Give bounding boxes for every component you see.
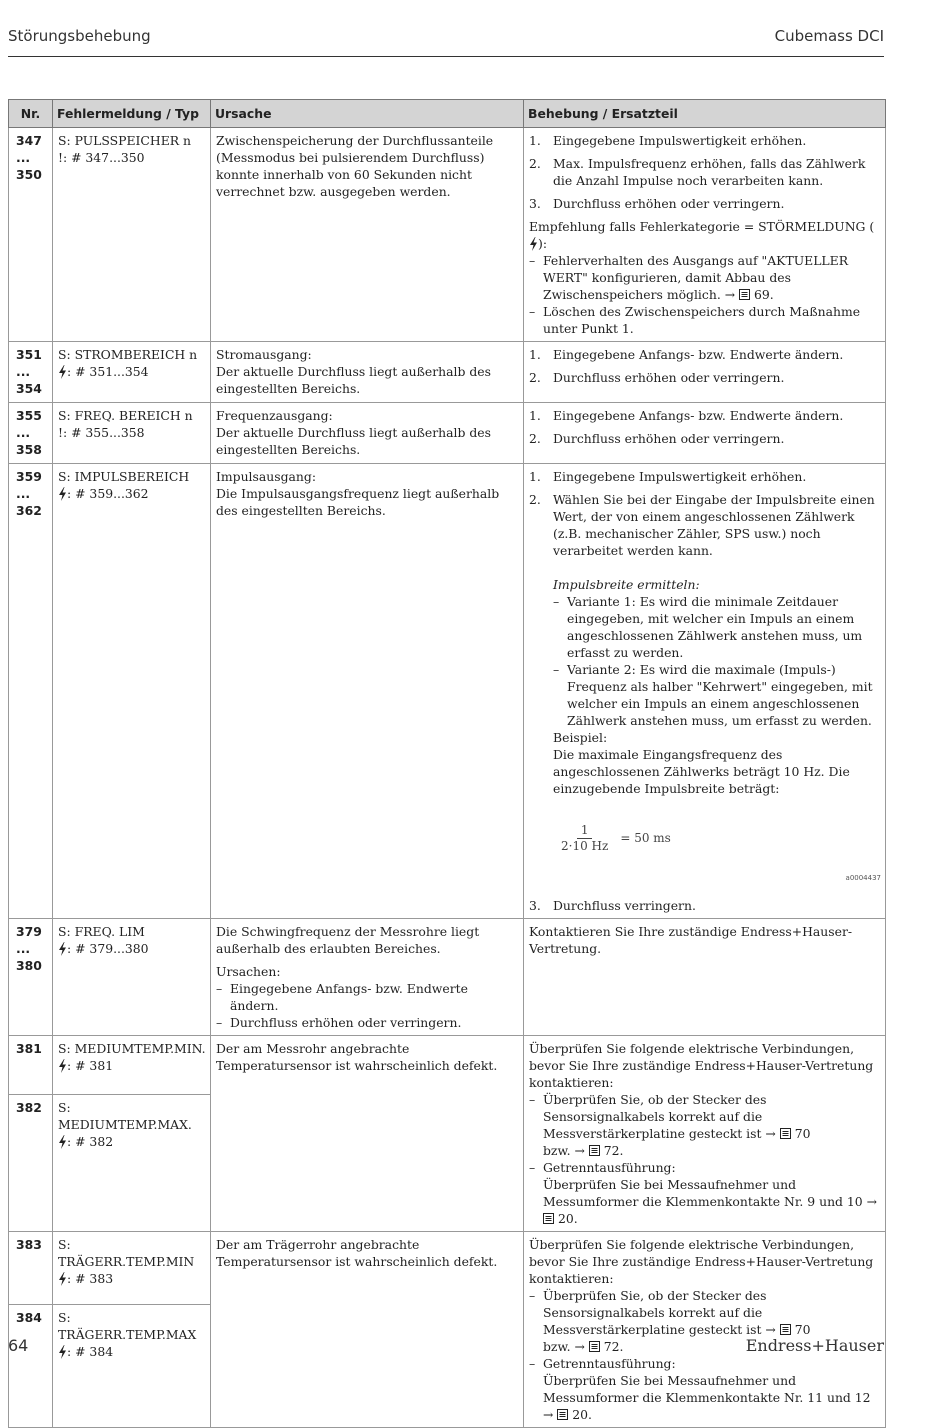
cause-title: Impulsausgang: — [216, 469, 317, 484]
error-message — [53, 1232, 211, 1305]
list-marker: 2. — [529, 370, 541, 385]
remedy-text: Löschen des Zwischenspeichers durch Maßnahme unter Punkt 1. — [543, 304, 861, 336]
error-table — [8, 99, 886, 1428]
step-text: Durchfluss erhöhen oder verringern. — [553, 196, 785, 211]
list-item — [529, 897, 881, 914]
dash-marker: – — [529, 304, 536, 319]
nr-dots: ... — [16, 150, 31, 165]
table-row — [9, 1232, 886, 1305]
nr-dots: ... — [16, 486, 31, 501]
list-item — [216, 1014, 519, 1031]
remedy-text: Überprüfen Sie, ob der Stecker des Sensorsignalkabels korrekt auf die Messverstärkerplatine gesteckt ist → — [543, 1288, 780, 1337]
header-rule — [8, 56, 884, 57]
list-item — [529, 430, 881, 447]
message-code-line — [58, 485, 206, 502]
fraction-denominator: 2·10 Hz — [561, 839, 609, 853]
lightning-bolt-icon — [58, 942, 67, 956]
message-text: S: TRÄGERR.TEMP.MIN — [58, 1237, 195, 1269]
list-item — [529, 195, 881, 212]
book-page-icon — [589, 1341, 600, 1352]
image-id: a0004437 — [845, 874, 881, 882]
nr-from: 379 — [16, 924, 42, 939]
product-name: Cubemass DCI — [774, 27, 884, 45]
error-cause — [211, 919, 524, 1036]
page-reference[interactable]: 69. — [753, 287, 774, 302]
message-text: S: STROMBEREICH n — [58, 347, 198, 362]
list-marker: 2. — [529, 431, 541, 446]
remedy-text: bzw. → — [543, 1143, 589, 1158]
list-item — [529, 132, 881, 149]
list-marker: 2. — [529, 156, 541, 171]
error-cause: Der am Trägerrohr angebrachte Temperatursensor ist wahrscheinlich defekt. — [211, 1232, 524, 1428]
step-text: Eingegebene Impulswertigkeit erhöhen. — [553, 133, 807, 148]
error-message — [53, 919, 211, 1036]
lightning-bolt-icon — [58, 487, 67, 501]
step-text: Eingegebene Anfangs- bzw. Endwerte ändern. — [553, 408, 844, 423]
list-item — [529, 346, 881, 363]
section-title: Störungsbehebung — [8, 27, 151, 45]
message-code-line — [58, 1133, 206, 1150]
error-remedy — [524, 403, 886, 464]
error-number: 383 — [9, 1232, 53, 1305]
error-remedy — [524, 464, 886, 919]
lightning-bolt-icon — [58, 365, 67, 379]
message-text: S: IMPULSBEREICH — [58, 469, 190, 484]
message-code: !: # 347...350 — [58, 150, 145, 165]
page-reference[interactable]: 20. — [557, 1211, 578, 1226]
list-marker: 3. — [529, 898, 541, 913]
lightning-bolt-icon — [58, 1272, 67, 1286]
list-item — [529, 407, 881, 424]
table-row — [9, 919, 886, 1036]
table-row — [9, 342, 886, 403]
message-code-line — [58, 1343, 206, 1360]
list-item — [529, 1159, 881, 1227]
dash-marker: – — [553, 662, 560, 677]
error-message — [53, 1036, 211, 1095]
col-header-remedy: Behebung / Ersatzteil — [524, 100, 886, 128]
dash-marker: – — [529, 1288, 536, 1303]
error-message — [53, 403, 211, 464]
example-title: Beispiel: — [553, 730, 608, 745]
message-code: : # 384 — [67, 1343, 114, 1359]
error-number — [9, 342, 53, 403]
recommendation — [529, 218, 881, 252]
list-item — [529, 1355, 881, 1423]
remedy-text: Überprüfen Sie bei Messaufnehmer und Messumformer die Klemmenkontakte Nr. 11 und 12 → — [543, 1373, 871, 1422]
message-code: : # 359...362 — [67, 486, 149, 501]
error-remedy — [524, 1232, 886, 1428]
message-code-line — [58, 940, 206, 957]
error-number — [9, 128, 53, 342]
remedy-text: Überprüfen Sie folgende elektrische Verbindungen, bevor Sie Ihre zuständige Endress+Hauser-Vertretung kontaktieren: — [529, 1041, 874, 1090]
message-code: : # 351...354 — [67, 364, 149, 379]
table-row — [9, 128, 886, 342]
error-cause: Der am Messrohr angebrachte Temperatursensor ist wahrscheinlich defekt. — [211, 1036, 524, 1232]
message-code-line — [58, 1270, 206, 1287]
col-header-cause: Ursache — [211, 100, 524, 128]
col-header-message: Fehlermeldung / Typ — [53, 100, 211, 128]
error-message — [53, 1095, 211, 1232]
list-marker: 1. — [529, 469, 541, 484]
table-row — [9, 1036, 886, 1095]
list-item — [529, 369, 881, 386]
dash-marker: – — [529, 253, 536, 268]
page-reference[interactable]: 72. — [603, 1143, 624, 1158]
message-text: S: FREQ. LIM — [58, 924, 145, 939]
message-text: S: TRÄGERR.TEMP.MAX — [58, 1309, 197, 1342]
remedy-subtitle: Getrenntausführung: — [543, 1356, 676, 1371]
cause-title: Stromausgang: — [216, 347, 312, 362]
formula-result: = 50 ms — [620, 831, 671, 845]
remedy-text: Fehlerverhalten des Ausgangs auf "AKTUELLER WERT" konfigurieren, damit Abbau des Zwischenspeichers möglich. → — [543, 253, 849, 302]
remedy-text: bzw. → — [543, 1339, 589, 1354]
error-remedy — [524, 1036, 886, 1232]
error-number — [9, 919, 53, 1036]
recommendation-text: Empfehlung falls Fehlerkategorie = STÖRMELDUNG ( — [529, 219, 875, 234]
list-item — [529, 252, 881, 303]
table-header-row — [9, 100, 886, 128]
list-marker: 3. — [529, 196, 541, 211]
table-row — [9, 403, 886, 464]
brand-name: Endress+Hauser — [745, 1336, 884, 1355]
list-marker: 2. — [529, 492, 541, 507]
step-text: Durchfluss erhöhen oder verringern. — [553, 431, 785, 446]
message-code: : # 381 — [67, 1058, 114, 1073]
error-remedy — [524, 342, 886, 403]
nr-to: 354 — [16, 381, 42, 396]
error-number: 382 — [9, 1095, 53, 1232]
book-page-icon — [543, 1213, 554, 1224]
message-code: : # 379...380 — [67, 941, 149, 956]
step-text: Max. Impulsfrequenz erhöhen, falls das Zählwerk die Anzahl Impulse noch verarbeiten kann. — [553, 156, 866, 188]
page-reference[interactable]: 20. — [572, 1407, 592, 1422]
list-item — [529, 468, 881, 485]
message-text: S: MEDIUMTEMP.MAX. — [58, 1100, 192, 1133]
book-page-icon — [557, 1409, 568, 1420]
italic-subtitle: Impulsbreite ermitteln: — [553, 577, 700, 592]
message-text: S: FREQ. BEREICH n — [58, 408, 193, 423]
message-code: : # 383 — [67, 1271, 114, 1286]
message-text: S: PULSSPEICHER n — [58, 133, 192, 148]
page-reference[interactable]: 72. — [603, 1339, 624, 1354]
fraction — [557, 823, 612, 854]
lightning-bolt-icon — [58, 1135, 67, 1149]
page-reference[interactable]: 70 — [794, 1322, 811, 1337]
error-cause: Zwischenspeicherung der Durchflussanteile (Messmodus bei pulsierendem Durchfluss) konnte innerhalb von 60 Sekunden nicht verrechnet bzw. ausgegeben werden. — [211, 128, 524, 342]
list-marker: 1. — [529, 133, 541, 148]
nr-from: 355 — [16, 408, 42, 423]
page-number: 64 — [8, 1336, 29, 1355]
table-row — [9, 464, 886, 919]
nr-dots: ... — [16, 941, 31, 956]
list-item — [216, 980, 519, 1014]
nr-from: 347 — [16, 133, 42, 148]
error-message — [53, 464, 211, 919]
cause-text: Der aktuelle Durchfluss liegt außerhalb des eingestellten Bereichs. — [216, 425, 492, 457]
message-code: !: # 355...358 — [58, 425, 145, 440]
book-page-icon — [589, 1145, 600, 1156]
error-cause — [211, 464, 524, 919]
book-page-icon — [739, 289, 750, 300]
cause-text: Die Schwingfrequenz der Messrohre liegt außerhalb des erlaubten Bereiches. — [216, 924, 480, 956]
message-code-line — [58, 1057, 206, 1074]
message-code: : # 382 — [67, 1134, 114, 1150]
nr-from: 359 — [16, 469, 42, 484]
remedy-text: Überprüfen Sie, ob der Stecker des Sensorsignalkabels korrekt auf die Messverstärkerplatine gesteckt ist → — [543, 1092, 780, 1141]
nr-to: 358 — [16, 442, 42, 457]
list-marker: 1. — [529, 347, 541, 362]
error-cause — [211, 342, 524, 403]
dash-marker: – — [216, 1015, 223, 1030]
lightning-bolt-icon — [529, 237, 538, 251]
cause-text: Der aktuelle Durchfluss liegt außerhalb des eingestellten Bereichs. — [216, 364, 492, 396]
fraction-numerator: 1 — [577, 823, 593, 839]
book-page-icon — [780, 1128, 791, 1139]
message-text: S: MEDIUMTEMP.MIN. — [58, 1041, 206, 1056]
error-number: 381 — [9, 1036, 53, 1095]
book-page-icon — [780, 1324, 791, 1335]
page-reference[interactable]: 70 — [794, 1126, 811, 1141]
nr-to: 380 — [16, 958, 42, 973]
variant-text: Variante 2: Es wird die maximale (Impuls-) Frequenz als halber "Kehrwert" eingegeben, mit welcher ein Impuls an einem angeschlossenen Zählwerk anstehen muss, um erfasst zu werden. — [567, 662, 873, 728]
dash-marker: – — [216, 981, 223, 996]
step-text: Eingegebene Anfangs- bzw. Endwerte ändern. — [553, 347, 844, 362]
list-item — [529, 155, 881, 189]
error-remedy: Kontaktieren Sie Ihre zuständige Endress+Hauser-Vertretung. — [524, 919, 886, 1036]
remedy-text: Überprüfen Sie folgende elektrische Verbindungen, bevor Sie Ihre zuständige Endress+Hauser-Vertretung kontaktieren: — [529, 1237, 874, 1286]
error-number — [9, 403, 53, 464]
cause-title: Frequenzausgang: — [216, 408, 333, 423]
error-number — [9, 464, 53, 919]
nr-from: 351 — [16, 347, 42, 362]
causes-title: Ursachen: — [216, 964, 281, 979]
col-header-nr: Nr. — [9, 100, 53, 128]
nr-dots: ... — [16, 425, 31, 440]
message-code-line — [58, 363, 206, 380]
example-text: Die maximale Eingangsfrequenz des angeschlossenen Zählwerks beträgt 10 Hz. Die einzugebende Impulsbreite beträgt: — [553, 747, 850, 796]
formula — [557, 823, 881, 854]
step-text: Durchfluss erhöhen oder verringern. — [553, 370, 785, 385]
step-text: Eingegebene Impulswertigkeit erhöhen. — [553, 469, 807, 484]
error-cause — [211, 403, 524, 464]
dash-marker: – — [529, 1160, 536, 1175]
error-message — [53, 342, 211, 403]
nr-dots: ... — [16, 364, 31, 379]
cause-item: Eingegebene Anfangs- bzw. Endwerte ändern. — [230, 981, 468, 1013]
lightning-bolt-icon — [58, 1059, 67, 1073]
error-message — [53, 128, 211, 342]
remedy-subtitle: Getrenntausführung: — [543, 1160, 676, 1175]
remedy-text: Überprüfen Sie bei Messaufnehmer und Messumformer die Klemmenkontakte Nr. 9 und 10 → — [543, 1177, 878, 1209]
list-marker: 1. — [529, 408, 541, 423]
cause-text: Die Impulsausgangsfrequenz liegt außerhalb des eingestellten Bereichs. — [216, 486, 500, 518]
dash-marker: – — [529, 1356, 536, 1371]
dash-marker: – — [553, 594, 560, 609]
variant-text: Variante 1: Es wird die minimale Zeitdauer eingegeben, mit welcher ein Impuls an einem angeschlossenen Zählwerk anstehen muss, um erfasst zu werden. — [567, 594, 863, 660]
error-remedy — [524, 128, 886, 342]
recommendation-text-end: ): — [538, 236, 548, 251]
list-item — [529, 303, 881, 337]
list-item — [553, 661, 881, 729]
nr-to: 350 — [16, 167, 42, 182]
cause-item: Durchfluss erhöhen oder verringern. — [230, 1015, 462, 1030]
step-text: Wählen Sie bei der Eingabe der Impulsbreite einen Wert, der von einem angeschlossenen Zählwerk (z.B. mechanischer Zähler, SPS usw.) noch verarbeitet werden kann. — [553, 492, 875, 558]
lightning-bolt-icon — [58, 1345, 67, 1359]
list-item — [529, 1091, 881, 1159]
step-text: Durchfluss verringern. — [553, 898, 696, 913]
nr-to: 362 — [16, 503, 42, 518]
list-item — [553, 593, 881, 661]
list-item — [529, 491, 881, 887]
error-number: 384 — [9, 1304, 53, 1427]
error-message — [53, 1304, 211, 1427]
dash-marker: – — [529, 1092, 536, 1107]
